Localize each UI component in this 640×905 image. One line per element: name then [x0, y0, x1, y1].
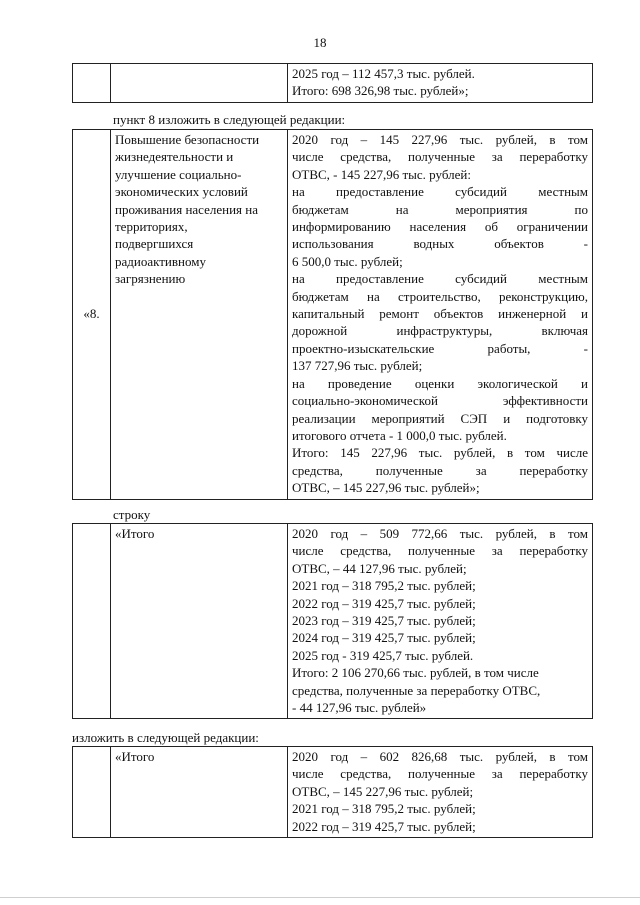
value-line: 2020 год – 602 826,68 тыс. рублей, в том: [292, 749, 588, 764]
description-line: экономических условий: [115, 184, 248, 200]
value-line: 2022 год – 319 425,7 тыс. рублей;: [292, 595, 476, 611]
table-row: [73, 64, 593, 103]
value-line: на предоставление субсидий местным: [292, 271, 588, 287]
values-cell: [288, 130, 593, 500]
item-number: «8.: [73, 130, 111, 500]
total-label: «Итого: [111, 524, 288, 719]
description-line: радиоактивному: [115, 253, 206, 269]
value-line: бюджетам на мероприятия по: [292, 201, 588, 217]
value-line: 2023 год – 319 425,7 тыс. рублей;: [292, 613, 476, 629]
scan-edge-line: [0, 897, 640, 898]
description-line: проживания населения на: [115, 201, 259, 217]
description-line: загрязнению: [115, 271, 186, 287]
value-line: ОТВС, - 145 227,96 тыс. рублей:: [292, 166, 471, 182]
value-line: 2024 год – 319 425,7 тыс. рублей;: [292, 630, 476, 646]
value-line: Итого: 145 227,96 тыс. рублей, в том числе: [292, 445, 588, 461]
table-row: [73, 130, 593, 500]
number-cell: [73, 64, 111, 103]
values-cell: [288, 524, 593, 719]
value-line: - 44 127,96 тыс. рублей»: [292, 700, 427, 716]
value-line: 137 727,96 тыс. рублей;: [292, 358, 423, 374]
value-line: числе средства, полученные за переработку: [292, 766, 588, 782]
value-line: информированию населения об ограничении: [292, 219, 588, 235]
value-line: 2021 год – 318 795,2 тыс. рублей;: [292, 578, 476, 594]
value-line: капитальный ремонт объектов инженерной и: [292, 306, 588, 322]
value-line: бюджетам на строительство, реконструкцию,: [292, 288, 588, 304]
description-cell: [111, 130, 288, 500]
value-line: на проведение оценки экологической и: [292, 375, 588, 391]
value-line: 2021 год – 318 795,2 тыс. рублей;: [292, 801, 476, 817]
number-cell: [73, 524, 111, 719]
value-line: 2025 год - 319 425,7 тыс. рублей.: [292, 647, 474, 663]
value-line: 6 500,0 тыс. рублей;: [292, 253, 403, 269]
instruction-note: изложить в следующей редакции:: [72, 730, 259, 745]
value-line: социально-экономической эффективности: [292, 393, 588, 409]
value-line: ОТВС, – 44 127,96 тыс. рублей;: [292, 560, 467, 576]
value-line: числе средства, полученные за переработку: [292, 149, 588, 165]
value-line: средства, полученные за переработку: [292, 462, 588, 478]
table-row: [73, 747, 593, 838]
value-line: 2020 год – 145 227,96 тыс. рублей, в том: [292, 132, 588, 147]
value-line: дорожной инфраструктуры, включая: [292, 323, 588, 339]
description-cell: [111, 64, 288, 103]
value-line: ОТВС, – 145 227,96 тыс. рублей;: [292, 783, 474, 799]
table-row: [73, 524, 593, 719]
description-line: улучшение социально-: [115, 166, 242, 182]
description-line: жизнедеятельности и: [115, 149, 234, 165]
number-cell: [73, 747, 111, 838]
value-line: 2025 год – 112 457,3 тыс. рублей.: [292, 66, 475, 81]
table-total-old: [72, 523, 593, 719]
value-line: проектно-изыскательские работы, -: [292, 340, 588, 356]
value-line: числе средства, полученные за переработку: [292, 543, 588, 559]
page-number: 18: [313, 35, 327, 50]
description-line: территориях,: [115, 219, 188, 235]
values-cell: [288, 747, 593, 838]
table-continuation: [72, 63, 593, 103]
value-line: итогового отчета - 1 000,0 тыс. рублей.: [292, 427, 507, 443]
instruction-note: пункт 8 изложить в следующей редакции:: [113, 112, 346, 127]
description-line: подвергшихся: [115, 236, 194, 252]
value-line: реализации мероприятий СЭП и подготовку: [292, 410, 588, 426]
value-line: Итого: 698 326,98 тыс. рублей»;: [292, 83, 469, 99]
value-line: 2020 год – 509 772,66 тыс. рублей, в том: [292, 526, 588, 541]
table-item-8: [72, 129, 593, 500]
value-line: средства, полученные за переработку ОТВС,: [292, 682, 541, 698]
table-total-new: [72, 746, 593, 838]
value-line: 2022 год – 319 425,7 тыс. рублей;: [292, 818, 476, 834]
value-line: на предоставление субсидий местным: [292, 184, 588, 200]
value-line: Итого: 2 106 270,66 тыс. рублей, в том числе: [292, 665, 539, 681]
value-line: использования водных объектов -: [292, 236, 588, 252]
instruction-note: строку: [113, 507, 151, 522]
description-line: Повышение безопасности: [115, 132, 260, 147]
total-label: «Итого: [111, 747, 288, 838]
values-cell: [288, 64, 593, 103]
value-line: ОТВС, – 145 227,96 тыс. рублей»;: [292, 480, 480, 496]
